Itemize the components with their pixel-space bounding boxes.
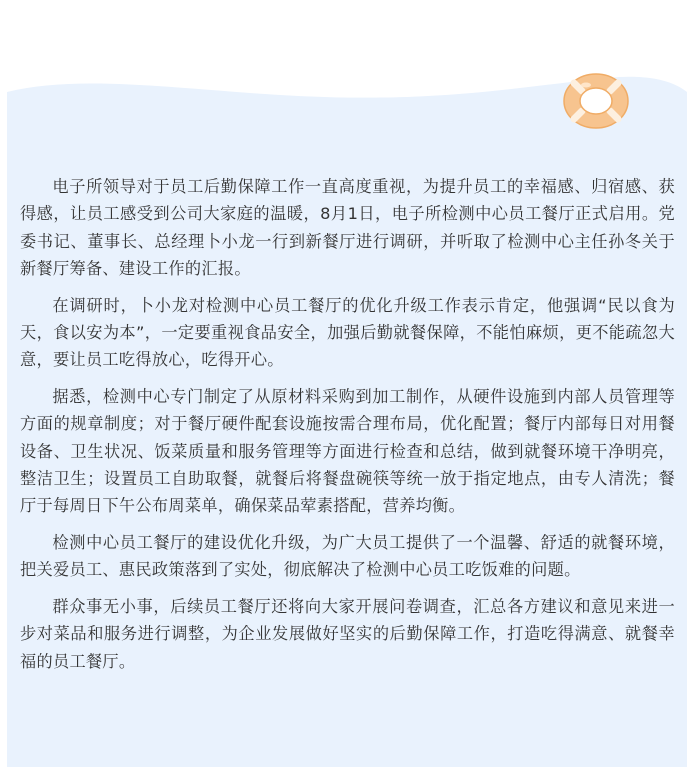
article-body bbox=[20, 173, 675, 675]
life-ring-icon bbox=[562, 71, 630, 131]
article-paragraph-4: 检测中心员工餐厅的建设优化升级，为广大员工提供了一个温馨、舒适的就餐环境，把关爱员工、惠民政策落到了实处，彻底解决了检测中心员工吃饭难的问题。 bbox=[20, 532, 675, 580]
article-paragraph-1: 电子所领导对于员工后勤保障工作一直高度重视，为提升员工的幸福感、归宿感、获得感，让员工感受到公司大家庭的温暖，8月1日，电子所检测中心员工餐厅正式启用。党委书记、董事长、总经理卜小龙一行到新餐厅进行调研，并听取了检测中心主任孙冬关于新餐厅筹备、建设工作的汇报。 bbox=[20, 177, 675, 279]
article-paragraph-2: 在调研时，卜小龙对检测中心员工餐厅的优化升级工作表示肯定，他强调“民以食为天，食以安为本”，一定要重视食品安全，加强后勤就餐保障，不能怕麻烦，更不能疏忽大意，要让员工吃得放心，吃得开心。 bbox=[20, 295, 675, 370]
article-paragraph-5: 群众事无小事，后续员工餐厅还将向大家开展问卷调查，汇总各方建议和意见来进一步对菜品和服务进行调整，为企业发展做好坚实的后勤保障工作，打造吃得满意、就餐幸福的员工餐厅。 bbox=[20, 596, 675, 671]
article-paragraph-3: 据悉，检测中心专门制定了从原材料采购到加工制作，从硬件设施到内部人员管理等方面的规章制度；对于餐厅硬件配套设施按需合理布局，优化配置；餐厅内部每日对用餐设备、卫生状况、饭菜质量和服务管理等方面进行检查和总结，做到就餐环境干净明亮，整洁卫生；设置员工自助取餐，就餐后将餐盘碗筷等统一放于指定地点，由专人清洗；餐厅于每周日下午公布周菜单，确保菜品荤素搭配，营养均衡。 bbox=[20, 386, 675, 516]
article-card bbox=[7, 0, 687, 767]
